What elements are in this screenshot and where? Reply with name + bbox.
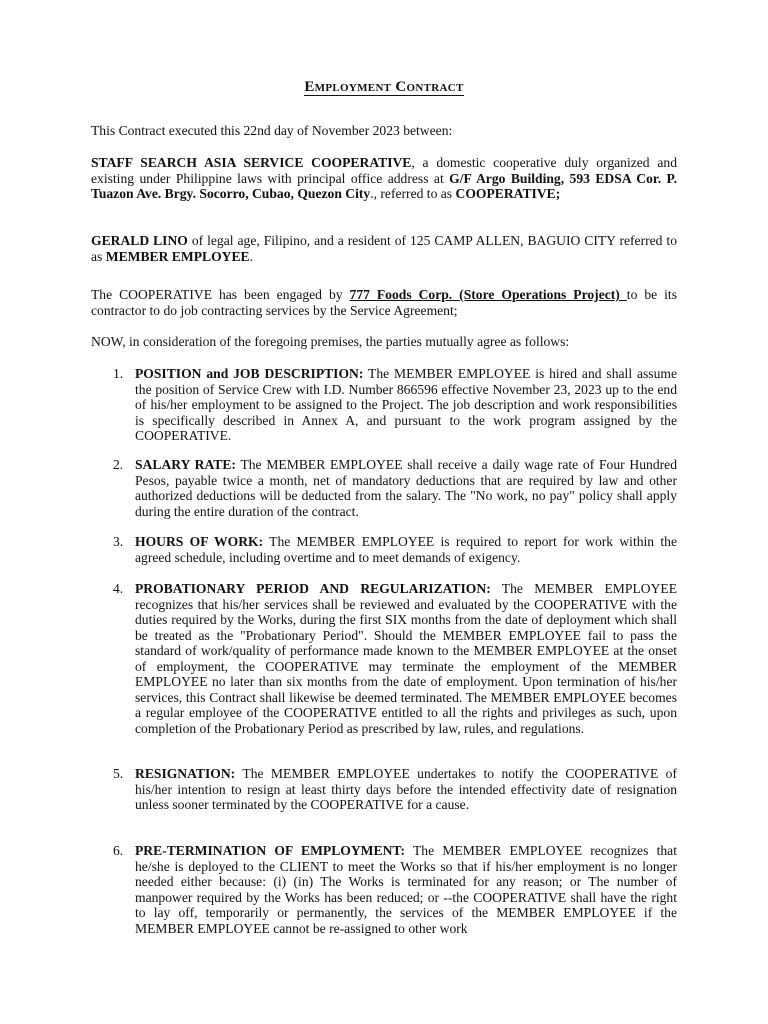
item-body (135, 766, 677, 813)
cooperative-alias: COOPERATIVE; (455, 186, 561, 201)
document-title (0, 80, 768, 96)
cooperative-text-1: , a domestic cooperative duly organized and existing under Philippine laws with principal office address at (91, 155, 677, 186)
employee-alias: MEMBER EMPLOYEE (105, 248, 250, 264)
employee-text-1: of legal age, Filipino, and a resident of 125 CAMP ALLEN, BAGUIO CITY referred to as (91, 233, 677, 264)
item-body (135, 366, 677, 444)
item-heading: PRE-TERMINATION OF EMPLOYMENT: (135, 843, 405, 858)
item-body (135, 534, 677, 565)
employee-party-paragraph (91, 233, 677, 264)
item-body (135, 457, 677, 519)
item-text: The MEMBER EMPLOYEE is hired and shall assume the position of Service Crew with I.D. Number 866596 effective November 23, 2023 up to the end of his/her employment to be assigned to the Project. The job description and work responsibilities is specifically described in Annex A, and pursuant to the work program assigned by the COOPERATIVE. (135, 366, 677, 443)
now-clause-paragraph: NOW, in consideration of the foregoing premises, the parties mutually agree as follows: (91, 334, 570, 349)
item-number: 4. (113, 581, 124, 596)
title-text: Employment Contract (304, 79, 464, 95)
employee-text-2: . (249, 248, 254, 264)
item-heading: RESIGNATION: (135, 766, 236, 781)
engagement-text-2: to be its contractor to do job contracting services by the Service Agreement; (91, 287, 677, 318)
item-text: The MEMBER EMPLOYEE undertakes to notify the COOPERATIVE of his/her intention to resign at least thirty days before the intended effectivity date of resignation unless sooner terminated by the COOPERATIVE for a cause. (135, 766, 677, 812)
item-number: 1. (113, 366, 124, 381)
cooperative-address: G/F Argo Building, 593 EDSA Cor. P. Tuazon Ave. Brgy. Socorro, Cubao, Quezon City (91, 170, 677, 201)
item-text: The MEMBER EMPLOYEE is required to report for work within the agreed schedule, including overtime and to meet demands of exigency. (135, 534, 677, 565)
item-text: The MEMBER EMPLOYEE shall receive a daily wage rate of Four Hundred Pesos, payable twice a month, net of mandatory deductions that are required by law and other authorized deductions will be deducted from the salary. The "No work, no pay" policy shall apply during the entire duration of the contract. (135, 457, 677, 519)
cooperative-name: STAFF SEARCH ASIA SERVICE COOPERATIVE (91, 155, 412, 170)
item-heading: POSITION and JOB DESCRIPTION: (135, 366, 364, 381)
item-heading: HOURS OF WORK: (135, 534, 264, 549)
engagement-text-1: The COOPERATIVE has been engaged by (91, 287, 350, 302)
intro-paragraph: This Contract executed this 22nd day of November 2023 between: (91, 123, 453, 138)
engagement-paragraph (91, 287, 677, 318)
item-number: 2. (113, 457, 124, 472)
cooperative-party-paragraph (91, 155, 677, 202)
item-text: The MEMBER EMPLOYEE recognizes that he/she is deployed to the CLIENT to meet the Works so that if his/her employment is no longer needed either because: (i) (in) The Works is terminated for any reason; or The number of manpower required by the Works has been reduced; or --the COOPERATIVE shall have the right to lay off, temporarily or permanently, the services of the MEMBER EMPLOYEE if the MEMBER EMPLOYEE cannot be re-assigned to other work (135, 843, 677, 936)
client-name: 777 Foods Corp. (Store Operations Project) (349, 287, 627, 302)
item-body (135, 843, 677, 936)
item-body (135, 581, 677, 736)
item-heading: PROBATIONARY PERIOD AND REGULARIZATION: (135, 581, 491, 596)
cooperative-text-2: ., referred to as (370, 186, 456, 201)
item-number: 6. (113, 843, 124, 858)
item-text: The MEMBER EMPLOYEE recognizes that his/her services shall be reviewed and evaluated by the COOPERATIVE with the duties required by the Works, during the first SIX months from the date of deployment which shall be treated as the "Probationary Period". Should the MEMBER EMPLOYEE fail to pass the standard of work/quality of performance made known to the MEMBER EMPLOYEE at the onset of employment, the COOPERATIVE may terminate the employment of the MEMBER EMPLOYEE no later than six months from the date of employment. Upon termination of his/her services, this Contract shall likewise be deemed terminated. The MEMBER EMPLOYEE becomes a regular employee of the COOPERATIVE entitled to all the rights and privileges as such, upon completion of the Probationary Period as prescribed by law, rules, and regulations. (135, 581, 677, 736)
item-number: 3. (113, 534, 124, 549)
item-heading: SALARY RATE: (135, 457, 236, 472)
item-number: 5. (113, 766, 124, 781)
employee-name: GERALD LINO (91, 233, 188, 248)
